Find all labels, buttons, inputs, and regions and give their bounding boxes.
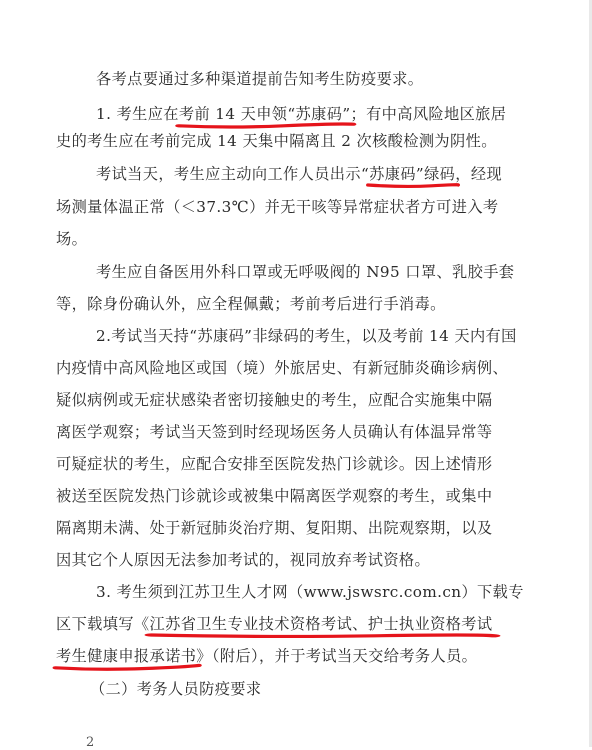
paragraph-line [0, 164, 592, 184]
paragraph-line [0, 69, 592, 89]
paragraph-line [0, 390, 592, 410]
paragraph-line [0, 326, 592, 346]
line-text: 区下载填写《 [56, 615, 150, 633]
paragraph-line [0, 104, 592, 124]
line-text: 场。 [56, 230, 88, 248]
paragraph-line [0, 262, 592, 282]
line-text: 考生应自备医用外科口罩或无呼吸阀的 N95 口罩、乳胶手套 [96, 263, 515, 281]
section-heading [0, 679, 592, 699]
paragraph-line [0, 614, 592, 634]
paragraph-line [0, 454, 592, 474]
line-text: 3. 考生须到江苏卫生人才网（www.jswsrc.com.cn）下载专 [96, 583, 524, 601]
line-text: 因其它个人原因无法参加考试的，视同放弃考试资格。 [56, 551, 431, 569]
line-text: 考试当天，考生应主动向工作人员出示“ [96, 165, 370, 183]
line-text: 离医学观察；考试当天签到时经现场医务人员确认有体温异常等 [56, 423, 493, 441]
line-text: 2.考试当天持“苏康码”非绿码的考生，以及考前 14 天内有国 [96, 327, 517, 345]
line-text: ，经现 [455, 165, 503, 183]
paragraph-line [0, 131, 592, 151]
heading-text: （二）考务人员防疫要求 [90, 680, 262, 698]
line-text: 1. 考生应在 [96, 105, 179, 123]
highlight-text: 苏康码”绿码 [369, 165, 456, 183]
highlighted-text [150, 615, 493, 633]
highlighted-text [56, 647, 196, 665]
line-text: 内疫情中高风险地区或国（境）外旅居史、有新冠肺炎确诊病例、 [56, 359, 509, 377]
line-text: 疑似病例或无症状感染者密切接触史的考生，应配合实施集中隔 [56, 391, 493, 409]
paragraph-line [0, 197, 592, 217]
paragraph-line [0, 229, 592, 249]
paragraph-line [0, 358, 592, 378]
paragraph-line [0, 294, 592, 314]
paragraph-line [0, 422, 592, 442]
highlight-text: 江苏省卫生专业技术资格考试、护士执业资格考试 [149, 615, 493, 633]
paragraph-line [0, 550, 592, 570]
line-text: ；有中高风险地区旅居 [350, 105, 507, 123]
paragraph-line [0, 646, 592, 666]
paragraph-line [0, 486, 592, 506]
line-text: 各考点要通过多种渠道提前告知考生防疫要求。 [96, 70, 424, 88]
line-text: 》（附后），并于考试当天交给考务人员。 [196, 647, 478, 665]
line-text: 等，除身份确认外，应全程佩戴；考前考后进行手消毒。 [56, 295, 446, 313]
paragraph-line [0, 518, 592, 538]
line-text: 隔离期未满、处于新冠肺炎治疗期、复阳期、出院观察期，以及 [56, 519, 493, 537]
highlighted-text [179, 105, 351, 123]
paragraph-line [0, 582, 592, 602]
highlighted-text [369, 165, 455, 183]
line-text: 可疑症状的考生，应配合安排至医院发热门诊就诊。因上述情形 [56, 455, 493, 473]
page-number: 2 [86, 735, 95, 750]
line-text: 场测量体温正常（＜37.3℃）并无干咳等异常症状者方可进入考 [56, 198, 499, 216]
line-text: 被送至医院发热门诊就诊或被集中隔离医学观察的考生，或集中 [56, 487, 493, 505]
highlight-text: 考前 14 天申领“苏康码” [178, 105, 351, 123]
highlight-text: 考生健康申报承诺书 [56, 647, 197, 665]
line-text: 史的考生应在考前完成 14 天集中隔离且 2 次核酸检测为阴性。 [56, 132, 497, 150]
